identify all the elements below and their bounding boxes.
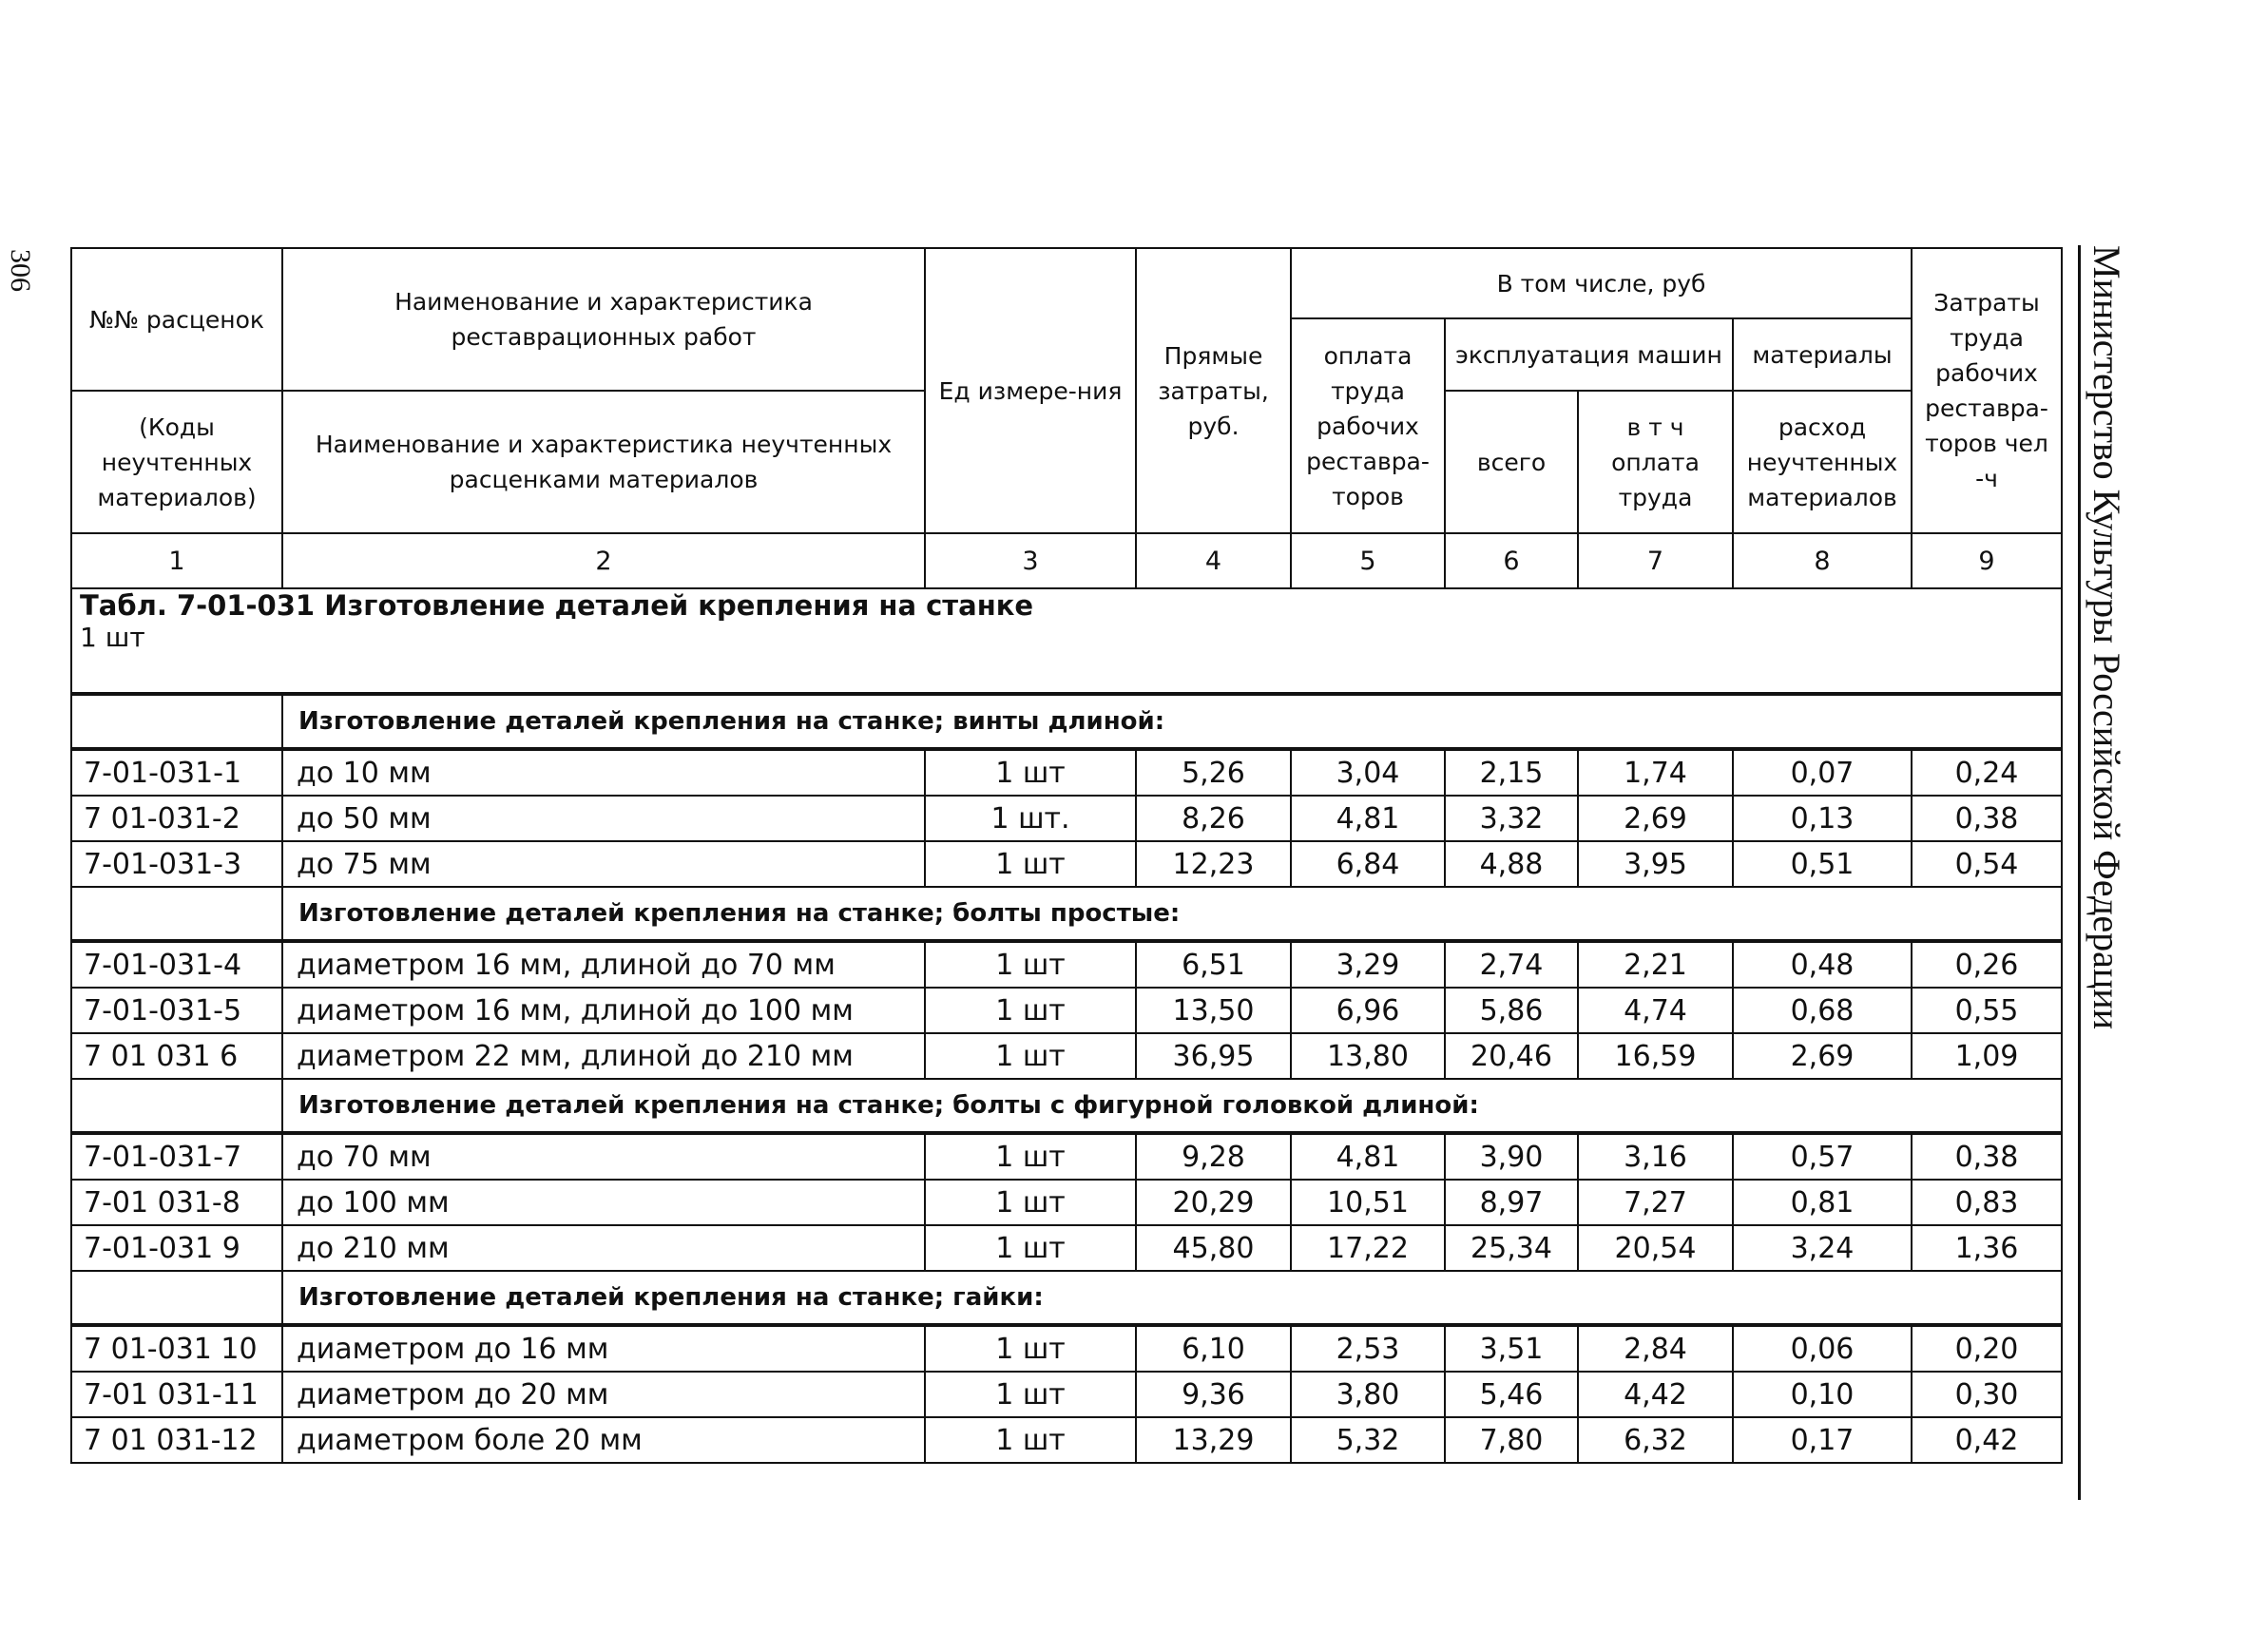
work-name: диаметром 22 мм, длиной до 210 мм	[282, 1033, 925, 1079]
header-materials: материалы	[1733, 318, 1912, 391]
labor-pay-value: 3,80	[1291, 1372, 1445, 1417]
rate-code: 7 01 031 6	[71, 1033, 282, 1079]
materials-value: 0,57	[1733, 1133, 1912, 1180]
work-name: до 75 мм	[282, 841, 925, 887]
unit-value: 1 шт	[925, 749, 1136, 796]
group-code-cell	[71, 1271, 282, 1325]
machine-labor-value: 4,74	[1578, 988, 1733, 1033]
labor-pay-value: 3,29	[1291, 941, 1445, 988]
group-row	[71, 1271, 2062, 1325]
machine-labor-value: 4,42	[1578, 1372, 1733, 1417]
work-name: до 210 мм	[282, 1225, 925, 1271]
header-direct-costs: Прямые затраты, руб.	[1136, 248, 1291, 533]
direct-costs-value: 6,10	[1136, 1325, 1291, 1372]
header-machine-operation: эксплуатация машин	[1445, 318, 1733, 391]
direct-costs-value: 36,95	[1136, 1033, 1291, 1079]
header-material-description: Наименование и характеристика неучтенных расценками материалов	[282, 391, 925, 533]
machine-labor-value: 20,54	[1578, 1225, 1733, 1271]
machine-labor-value: 3,95	[1578, 841, 1733, 887]
table-row	[71, 796, 2062, 841]
labor-pay-value: 17,22	[1291, 1225, 1445, 1271]
labor-hours-value: 0,26	[1912, 941, 2062, 988]
work-name: до 10 мм	[282, 749, 925, 796]
group-label: Изготовление деталей крепления на станке; гайки:	[282, 1271, 2062, 1325]
section-title: Табл. 7-01-031 Изготовление деталей крепления на станке	[80, 589, 1034, 622]
table-row	[71, 1417, 2062, 1463]
machine-total-value: 20,46	[1445, 1033, 1578, 1079]
group-label: Изготовление деталей крепления на станке; болты с фигурной головкой длиной:	[282, 1079, 2062, 1133]
table-row	[71, 1180, 2062, 1225]
direct-costs-value: 9,36	[1136, 1372, 1291, 1417]
direct-costs-value: 12,23	[1136, 841, 1291, 887]
group-label: Изготовление деталей крепления на станке; болты простые:	[282, 887, 2062, 941]
table-row	[71, 988, 2062, 1033]
labor-pay-value: 10,51	[1291, 1180, 1445, 1225]
table-row	[71, 749, 2062, 796]
side-header: Министерство Культуры Российской Федерации	[2086, 245, 2128, 1030]
rate-code: 7-01 031-8	[71, 1180, 282, 1225]
unit-value: 1 шт	[925, 1417, 1136, 1463]
direct-costs-value: 45,80	[1136, 1225, 1291, 1271]
unit-value: 1 шт	[925, 988, 1136, 1033]
machine-labor-value: 6,32	[1578, 1417, 1733, 1463]
header-labor-pay: оплата труда рабочих реставра-торов	[1291, 318, 1445, 533]
materials-value: 0,10	[1733, 1372, 1912, 1417]
column-numbers-row	[71, 533, 2062, 588]
unit-value: 1 шт	[925, 1180, 1136, 1225]
column-number: 7	[1578, 533, 1733, 588]
column-number: 8	[1733, 533, 1912, 588]
rate-code: 7 01 031-12	[71, 1417, 282, 1463]
machine-total-value: 3,32	[1445, 796, 1578, 841]
direct-costs-value: 13,29	[1136, 1417, 1291, 1463]
labor-hours-value: 1,36	[1912, 1225, 2062, 1271]
machine-labor-value: 2,84	[1578, 1325, 1733, 1372]
table-header	[71, 248, 2062, 588]
materials-value: 2,69	[1733, 1033, 1912, 1079]
column-number: 2	[282, 533, 925, 588]
table-row	[71, 841, 2062, 887]
labor-hours-value: 1,09	[1912, 1033, 2062, 1079]
machine-labor-value: 3,16	[1578, 1133, 1733, 1180]
labor-pay-value: 2,53	[1291, 1325, 1445, 1372]
group-code-cell	[71, 1079, 282, 1133]
table-row	[71, 941, 2062, 988]
unit-value: 1 шт	[925, 1325, 1136, 1372]
rate-code: 7 01-031-2	[71, 796, 282, 841]
rate-code: 7-01-031-1	[71, 749, 282, 796]
machine-labor-value: 7,27	[1578, 1180, 1733, 1225]
machine-labor-value: 2,21	[1578, 941, 1733, 988]
materials-value: 0,51	[1733, 841, 1912, 887]
unit-value: 1 шт	[925, 841, 1136, 887]
table-row	[71, 1033, 2062, 1079]
header-machine-labor: в т ч оплата труда	[1578, 391, 1733, 533]
labor-pay-value: 4,81	[1291, 1133, 1445, 1180]
labor-hours-value: 0,42	[1912, 1417, 2062, 1463]
table-row	[71, 1225, 2062, 1271]
work-name: диаметром 16 мм, длиной до 100 мм	[282, 988, 925, 1033]
unit-value: 1 шт	[925, 1225, 1136, 1271]
header-including: В том числе, руб	[1291, 248, 1912, 318]
direct-costs-value: 8,26	[1136, 796, 1291, 841]
rates-table	[70, 247, 2063, 1464]
group-label: Изготовление деталей крепления на станке; винты длиной:	[282, 694, 2062, 749]
work-name: диаметром 16 мм, длиной до 70 мм	[282, 941, 925, 988]
table-body	[71, 588, 2062, 1463]
rate-code: 7 01-031 10	[71, 1325, 282, 1372]
machine-labor-value: 2,69	[1578, 796, 1733, 841]
unit-value: 1 шт	[925, 1033, 1136, 1079]
labor-hours-value: 0,38	[1912, 1133, 2062, 1180]
materials-value: 0,07	[1733, 749, 1912, 796]
rate-code: 7-01 031-11	[71, 1372, 282, 1417]
section-title-cell	[71, 588, 2062, 694]
labor-hours-value: 0,54	[1912, 841, 2062, 887]
unit-value: 1 шт	[925, 941, 1136, 988]
header-work-description: Наименование и характеристика реставрационных работ	[282, 248, 925, 391]
header-material-codes: (Коды неучтенных материалов)	[71, 391, 282, 533]
labor-hours-value: 0,30	[1912, 1372, 2062, 1417]
materials-value: 0,68	[1733, 988, 1912, 1033]
group-code-cell	[71, 694, 282, 749]
materials-value: 0,06	[1733, 1325, 1912, 1372]
page-number: 306	[5, 249, 36, 292]
labor-hours-value: 0,38	[1912, 796, 2062, 841]
labor-pay-value: 3,04	[1291, 749, 1445, 796]
work-name: диаметром боле 20 мм	[282, 1417, 925, 1463]
materials-value: 0,81	[1733, 1180, 1912, 1225]
unit-value: 1 шт	[925, 1133, 1136, 1180]
unit-value: 1 шт.	[925, 796, 1136, 841]
machine-labor-value: 16,59	[1578, 1033, 1733, 1079]
direct-costs-value: 9,28	[1136, 1133, 1291, 1180]
labor-pay-value: 5,32	[1291, 1417, 1445, 1463]
header-rate-numbers: №№ расценок	[71, 248, 282, 391]
machine-total-value: 25,34	[1445, 1225, 1578, 1271]
machine-total-value: 8,97	[1445, 1180, 1578, 1225]
table-row	[71, 1325, 2062, 1372]
materials-value: 0,17	[1733, 1417, 1912, 1463]
group-row	[71, 694, 2062, 749]
header-unaccounted-materials: расход неучтенных материалов	[1733, 391, 1912, 533]
machine-total-value: 2,15	[1445, 749, 1578, 796]
section-unit: 1 шт	[80, 622, 145, 653]
work-name: до 70 мм	[282, 1133, 925, 1180]
direct-costs-value: 6,51	[1136, 941, 1291, 988]
labor-pay-value: 6,96	[1291, 988, 1445, 1033]
column-number: 3	[925, 533, 1136, 588]
machine-total-value: 3,51	[1445, 1325, 1578, 1372]
machine-total-value: 4,88	[1445, 841, 1578, 887]
column-number: 9	[1912, 533, 2062, 588]
labor-hours-value: 0,55	[1912, 988, 2062, 1033]
labor-pay-value: 4,81	[1291, 796, 1445, 841]
machine-total-value: 3,90	[1445, 1133, 1578, 1180]
column-number: 5	[1291, 533, 1445, 588]
section-title-row	[71, 588, 2062, 694]
work-name: до 100 мм	[282, 1180, 925, 1225]
machine-total-value: 7,80	[1445, 1417, 1578, 1463]
labor-pay-value: 6,84	[1291, 841, 1445, 887]
group-row	[71, 1079, 2062, 1133]
machine-total-value: 5,86	[1445, 988, 1578, 1033]
header-unit: Ед измере-ния	[925, 248, 1136, 533]
materials-value: 0,48	[1733, 941, 1912, 988]
work-name: до 50 мм	[282, 796, 925, 841]
work-name: диаметром до 20 мм	[282, 1372, 925, 1417]
rate-code: 7-01-031 9	[71, 1225, 282, 1271]
group-code-cell	[71, 887, 282, 941]
table-row	[71, 1372, 2062, 1417]
labor-pay-value: 13,80	[1291, 1033, 1445, 1079]
table-row	[71, 1133, 2062, 1180]
direct-costs-value: 13,50	[1136, 988, 1291, 1033]
rate-code: 7-01-031-4	[71, 941, 282, 988]
materials-value: 3,24	[1733, 1225, 1912, 1271]
column-number: 6	[1445, 533, 1578, 588]
materials-value: 0,13	[1733, 796, 1912, 841]
header-labor-costs: Затраты труда рабочих реставра-торов чел -ч	[1912, 248, 2062, 533]
direct-costs-value: 5,26	[1136, 749, 1291, 796]
rate-code: 7-01-031-5	[71, 988, 282, 1033]
machine-labor-value: 1,74	[1578, 749, 1733, 796]
unit-value: 1 шт	[925, 1372, 1136, 1417]
labor-hours-value: 0,83	[1912, 1180, 2062, 1225]
machine-total-value: 5,46	[1445, 1372, 1578, 1417]
direct-costs-value: 20,29	[1136, 1180, 1291, 1225]
labor-hours-value: 0,24	[1912, 749, 2062, 796]
header-machine-total: всего	[1445, 391, 1578, 533]
machine-total-value: 2,74	[1445, 941, 1578, 988]
labor-hours-value: 0,20	[1912, 1325, 2062, 1372]
rate-code: 7-01-031-3	[71, 841, 282, 887]
group-row	[71, 887, 2062, 941]
column-number: 4	[1136, 533, 1291, 588]
work-name: диаметром до 16 мм	[282, 1325, 925, 1372]
column-number: 1	[71, 533, 282, 588]
rate-code: 7-01-031-7	[71, 1133, 282, 1180]
